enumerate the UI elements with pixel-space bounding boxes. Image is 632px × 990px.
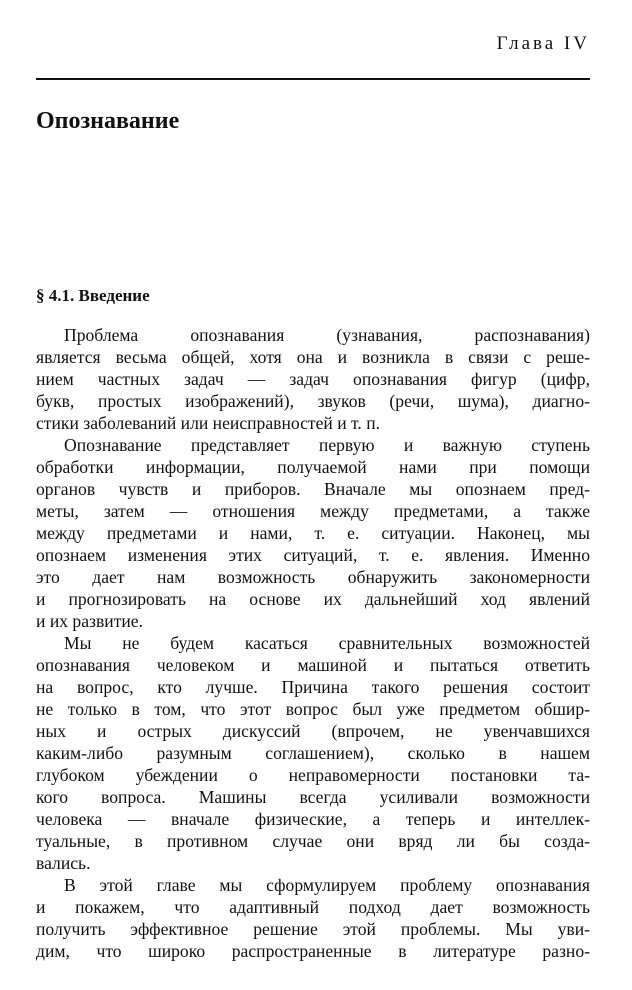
text-line: глубоком убеждении о неправомерности постановки та- [36, 765, 590, 785]
text-line: букв, простых изображений), звуков (речи, шума), диагно- [36, 391, 590, 411]
text-line: меты, затем — отношения между предметами, а также [36, 501, 590, 521]
text-line: ных и острых дискуссий (впрочем, не увенчавшихся [36, 721, 590, 741]
section-number: § 4.1. [36, 286, 75, 305]
chapter-label: Глава IV [496, 33, 590, 54]
text-line: вались. [36, 853, 91, 873]
text-line: Опознавание представляет первую и важную ступень [64, 435, 590, 455]
text-line: является весьма общей, хотя она и возникла в связи с реше- [36, 347, 590, 367]
text-line: получить эффективное решение этой проблемы. Мы уви- [36, 919, 590, 939]
text-line: опознавания человеком и машиной и пытаться ответить [36, 655, 590, 675]
text-line: кого вопроса. Машины всегда усиливали возможности [36, 787, 590, 807]
text-line: и прогнозировать на основе их дальнейший ход явлений [36, 589, 590, 609]
text-line: на вопрос, кто лучше. Причина такого решения состоит [36, 677, 590, 697]
text-line: стики заболеваний или неисправностей и т. п. [36, 413, 381, 433]
text-line: и покажем, что адаптивный подход дает возможность [36, 897, 590, 917]
text-line: нием частных задач — задач опознавания фигур (цифр, [36, 369, 590, 389]
text-line: обработки информации, получаемой нами при помощи [36, 457, 590, 477]
text-line: и их развитие. [36, 611, 144, 631]
text-line: туальные, в противном случае они вряд ли бы созда- [36, 831, 590, 851]
text-line: Проблема опознавания (узнавания, распознавания) [64, 325, 590, 345]
header-rule [36, 78, 590, 80]
text-line: между предметами и нами, т. е. ситуации. Наконец, мы [36, 523, 590, 543]
text-line: дим, что широко распространенные в литературе разно- [36, 941, 590, 961]
text-line: Мы не будем касаться сравнительных возможностей [64, 633, 590, 653]
text-line: это дает нам возможность обнаружить закономерности [36, 567, 590, 587]
text-line: не только в том, что этот вопрос был уже предметом обшир- [36, 699, 590, 719]
text-line: опознаем изменения этих ситуаций, т. е. явления. Именно [36, 545, 590, 565]
chapter-title: Опознавание [36, 108, 180, 134]
text-line: органов чувств и приборов. Вначале мы опознаем пред- [36, 479, 590, 499]
body-text [36, 324, 590, 962]
section-title: Введение [78, 286, 150, 305]
text-line: каким-либо разумным соглашением), сколько в нашем [36, 743, 590, 763]
section-heading [36, 286, 150, 306]
text-line: человека — вначале физические, а теперь и интеллек- [36, 809, 590, 829]
text-line: В этой главе мы сформулируем проблему опознавания [64, 875, 590, 895]
